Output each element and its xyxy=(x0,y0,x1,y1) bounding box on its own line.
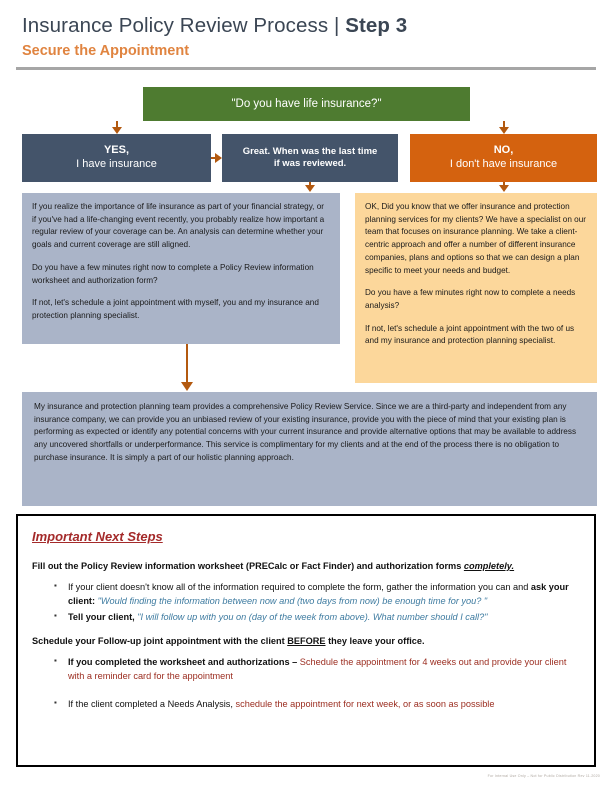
yes-script-paragraph-1: If you realize the importance of life insurance as part of your financial strategy, or if you've had a life-changing event recently, you probably realize how important a regular review of your coverage can be. An analysis can determine whether your goals and current coverage are still aligned. xyxy=(32,202,325,250)
no-path-script-panel xyxy=(355,193,597,383)
yes-branch-line2: I have insurance xyxy=(76,158,157,170)
steps-instruction-2-text-a: Schedule your Follow-up joint appointment with the client xyxy=(32,635,288,646)
bullet3-text-a: If you completed the worksheet and authorizations – xyxy=(68,657,300,668)
question-box-label: "Do you have life insurance?" xyxy=(231,97,382,110)
great-question-line1: Great. When was the last time xyxy=(242,146,378,158)
no-script-paragraph-2: Do you have a few minutes right now to complete a needs analysis? xyxy=(365,288,576,310)
bullet4-text-a: If the client completed a Needs Analysis, xyxy=(68,698,236,709)
page-title-step: Step 3 xyxy=(345,14,408,37)
steps-instruction-1-emphasis: completely. xyxy=(463,561,515,571)
steps-instruction-2 xyxy=(32,635,580,648)
steps-instruction-1-text: Fill out the Policy Review information worksheet (PRECalc or Fact Finder) and authorization forms xyxy=(32,561,464,571)
arrow-left-script-to-summary-head xyxy=(181,382,193,391)
list-item xyxy=(68,698,580,712)
arrow-left-script-to-summary-line xyxy=(186,344,188,384)
bullet1-text-a: If your client doesn't know all of the information required to complete the form, gather the information you can and xyxy=(68,582,531,593)
great-question-line2: if was reviewed. xyxy=(273,158,347,169)
steps-instruction-2-emphasis: BEFORE xyxy=(287,635,326,646)
steps-bullet-list-1 xyxy=(32,581,580,624)
no-branch-line2: I don't have insurance xyxy=(449,158,558,170)
yes-branch-box xyxy=(22,134,211,182)
page-title-main: Insurance Policy Review Process | xyxy=(22,14,346,37)
question-box xyxy=(143,87,470,121)
page-subtitle: Secure the Appointment xyxy=(22,43,190,59)
bullet2-quote: "I will follow up with you on (day of the week from above). What number should I call?" xyxy=(134,611,488,622)
bullet4-text-red: schedule the appointment for next week, or as soon as possible xyxy=(235,698,495,709)
arrow-question-to-yes-head xyxy=(112,127,122,134)
no-branch-line1: NO, xyxy=(493,144,514,157)
no-branch-box xyxy=(410,134,597,182)
steps-instruction-1 xyxy=(32,560,580,573)
summary-script-paragraph: My insurance and protection planning team provides a comprehensive Policy Review Service. Since we are a third-party and independent from any insurance company, we can provide you an unbiased review of your existing insurance, provide you with the piece of mind that your existing plan is performing as expected or identify any potential concerns with your current insurance and provide alternative options that may be available to address any uncovered shortfalls or underperformance. This service is complimentary for my clients and at the end of the process there is no obligation to purchase insurance. It is simply a part of our holistic planning approach. xyxy=(34,402,577,462)
yes-branch-line1: YES, xyxy=(103,144,130,157)
list-item xyxy=(68,656,580,684)
bullet3-text-red: Schedule the appointment for 4 weeks out and provide your client with a reminder card for the appointment xyxy=(68,657,567,681)
arrow-great-to-left-script-head xyxy=(305,185,315,192)
no-script-paragraph-1: OK, Did you know that we offer insurance and protection planning services for my clients? We have a specialist on our team that focuses on insurance planning. We take a client-centric approach and offer a number of different insurance companies, plans and options so that we can design a plan specific to meet your needs and budget. xyxy=(365,202,587,275)
footer-disclaimer: For Internal Use Only – Not for Public Distribution Rev 11.2020 xyxy=(487,774,600,778)
arrow-question-to-no-head xyxy=(499,127,509,134)
steps-instruction-2-text-b: they leave your office. xyxy=(325,635,425,646)
summary-script-panel xyxy=(22,392,597,506)
no-script-paragraph-3: If not, let's schedule a joint appointment with the two of us and my insurance and protection planning specialist. xyxy=(365,323,575,346)
header-divider xyxy=(16,67,596,70)
page-title xyxy=(22,14,582,38)
important-next-steps-title: Important Next Steps xyxy=(32,529,163,544)
bullet2-text-bold: Tell your client, xyxy=(68,611,135,622)
arrow-no-to-right-script-head xyxy=(499,185,509,192)
bullet1-text-bold: ask your client: xyxy=(68,582,569,607)
important-next-steps-panel xyxy=(16,514,596,767)
bullet1-quote: "Would finding the information between now and (two days from now) be enough time for you? " xyxy=(95,596,488,607)
arrow-yes-to-great-head xyxy=(215,153,222,163)
steps-bullet-list-2 xyxy=(32,656,580,711)
list-item xyxy=(68,581,580,609)
list-item xyxy=(68,611,580,625)
yes-path-script-panel xyxy=(22,193,340,344)
yes-script-paragraph-3: If not, let's schedule a joint appointment with myself, you and my insurance and protection planning specialist. xyxy=(32,298,319,320)
great-question-box xyxy=(222,134,398,182)
yes-script-paragraph-2: Do you have a few minutes right now to complete a Policy Review information worksheet and authorization form? xyxy=(32,262,314,285)
